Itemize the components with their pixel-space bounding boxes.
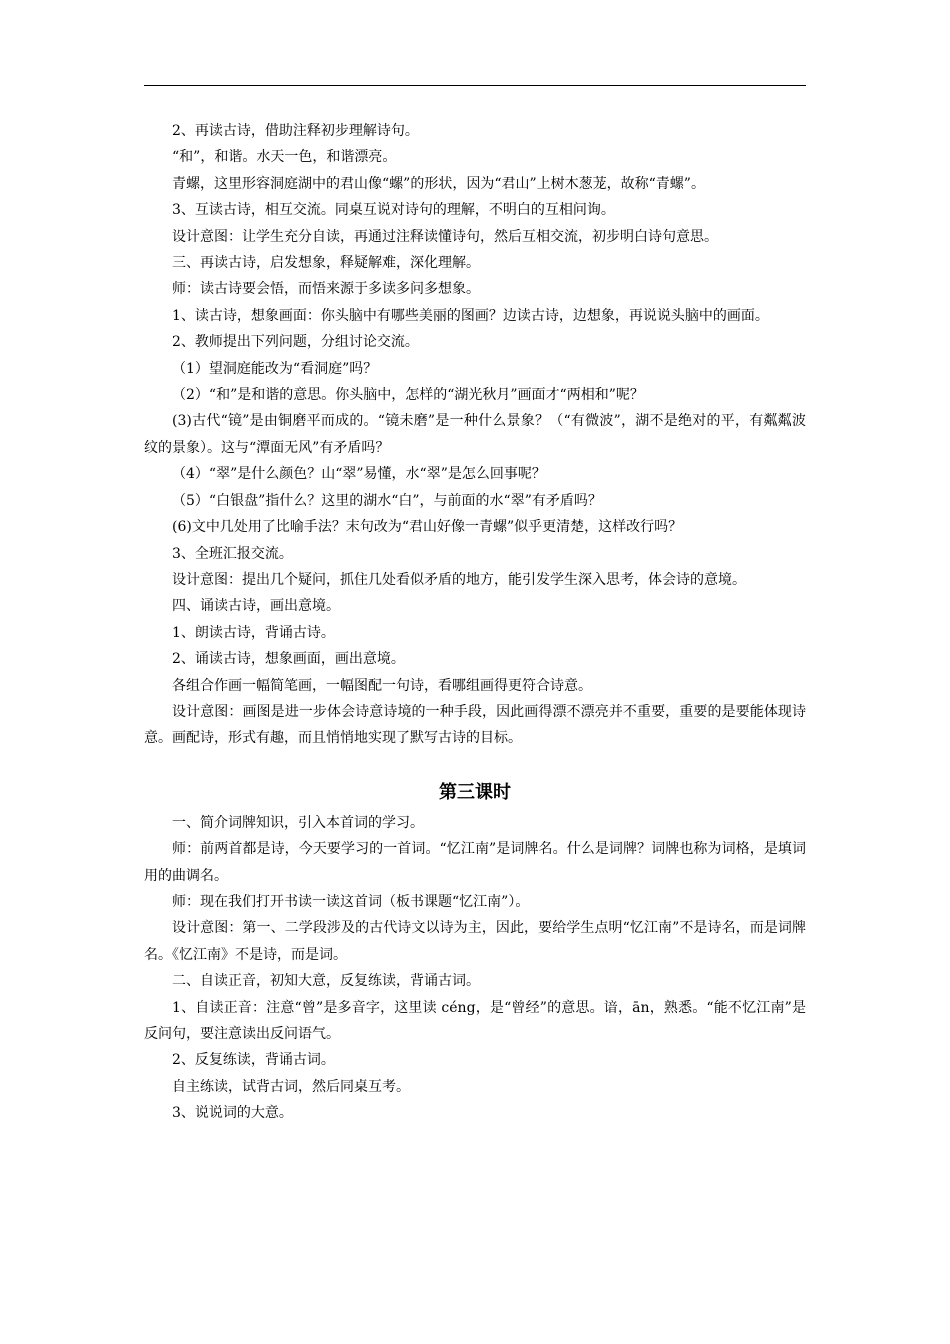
paragraph: 青螺，这里形容洞庭湖中的君山像“螺”的形状，因为“君山”上树木葱茏，故称“青螺”。 bbox=[172, 175, 705, 192]
question-item: (6)文中几处用了比喻手法？末句改为“君山好像一青螺”似乎更清楚，这样改行吗？ bbox=[172, 519, 683, 536]
design-intent-paragraph: 设计意图：提出几个疑问，抓住几处看似矛盾的地方，能引发学生深入思考，体会诗的意境。 bbox=[172, 571, 746, 588]
section-title: 第三课时 bbox=[439, 781, 511, 803]
design-intent-paragraph: 设计意图：画图是进一步体会诗意诗境的一种手段，因此画得漂不漂亮并不重要，重要的是要能体现诗意。画配诗，形式有趣，而且悄悄地实现了默写古诗的目标。 bbox=[144, 703, 806, 747]
question-item: （2）“和”是和谐的意思。你头脑中，怎样的“湖光秋月”画面才“两相和”呢？ bbox=[172, 387, 644, 404]
paragraph: 3、说说词的大意。 bbox=[172, 1105, 293, 1122]
question-item: (3)古代“镜”是由铜磨平而成的。“镜未磨”是一种什么景象？（“有微波”，湖不是绝对的平，有粼粼波纹的景象）。这与“潭面无风”有矛盾吗？ bbox=[144, 413, 806, 456]
paragraph: “和”，和谐。水天一色，和谐漂亮。 bbox=[172, 149, 397, 166]
paragraph: 师：现在我们打开书读一读这首词（板书课题“忆江南”）。 bbox=[172, 893, 530, 910]
document-body bbox=[144, 118, 806, 1127]
paragraph: 3、互读古诗，相互交流。同桌互说对诗句的理解，不明白的互相问询。 bbox=[172, 202, 615, 219]
paragraph: 1、朗读古诗，背诵古诗。 bbox=[172, 624, 335, 641]
design-intent-paragraph: 设计意图：让学生充分自读，再通过注释读懂诗句，然后互相交流，初步明白诗句意思。 bbox=[172, 228, 718, 245]
question-item: （5）“白银盘”指什么？这里的湖水“白”，与前面的水“翠”有矛盾吗？ bbox=[172, 492, 602, 509]
paragraph: 师：前两首都是诗，今天要学习的一首词。“忆江南”是词牌名。什么是词牌？词牌也称为词格，是填词用的曲调名。 bbox=[144, 841, 806, 884]
paragraph: 1、读古诗，想象画面：你头脑中有哪些美丽的图画？边读古诗，边想象，再说说头脑中的画面。 bbox=[172, 307, 769, 324]
paragraph: 2、反复练读，背诵古词。 bbox=[172, 1052, 335, 1069]
section-step-heading: 二、自读正音，初知大意，反复练读，背诵古词。 bbox=[172, 973, 480, 990]
paragraph: 自主练读，试背古词，然后同桌互考。 bbox=[172, 1078, 410, 1095]
paragraph: 师：读古诗要会悟，而悟来源于多读多问多想象。 bbox=[172, 281, 480, 298]
section-step-heading: 四、诵读古诗，画出意境。 bbox=[172, 598, 340, 615]
header-rule bbox=[144, 85, 806, 86]
paragraph: 2、再读古诗，借助注释初步理解诗句。 bbox=[172, 123, 419, 139]
question-item: （1）望洞庭能改为“看洞庭”吗？ bbox=[172, 360, 378, 377]
paragraph: 2、教师提出下列问题，分组讨论交流。 bbox=[172, 334, 419, 351]
section-step-heading: 三、再读古诗，启发想象，释疑解难，深化理解。 bbox=[172, 255, 480, 272]
question-item: （4）“翠”是什么颜色？山“翠”易懂，水“翠”是怎么回事呢？ bbox=[172, 466, 546, 483]
paragraph: 各组合作画一幅简笔画，一幅图配一句诗，看哪组画得更符合诗意。 bbox=[172, 677, 592, 694]
paragraph: 2、诵读古诗，想象画面，画出意境。 bbox=[172, 651, 405, 668]
paragraph: 3、全班汇报交流。 bbox=[172, 545, 293, 562]
design-intent-paragraph: 设计意图：第一、二学段涉及的古代诗文以诗为主，因此，要给学生点明“忆江南”不是诗名，而是词牌名。《忆江南》不是诗，而是词。 bbox=[144, 920, 806, 963]
section-step-heading: 一、简介词牌知识，引入本首词的学习。 bbox=[172, 814, 424, 831]
paragraph: 1、自读正音：注意“曾”是多音字，这里读 céng，是“曾经”的意思。谙，ān，熟悉。“能不忆江南”是反问句，要注意读出反问语气。 bbox=[144, 999, 806, 1042]
